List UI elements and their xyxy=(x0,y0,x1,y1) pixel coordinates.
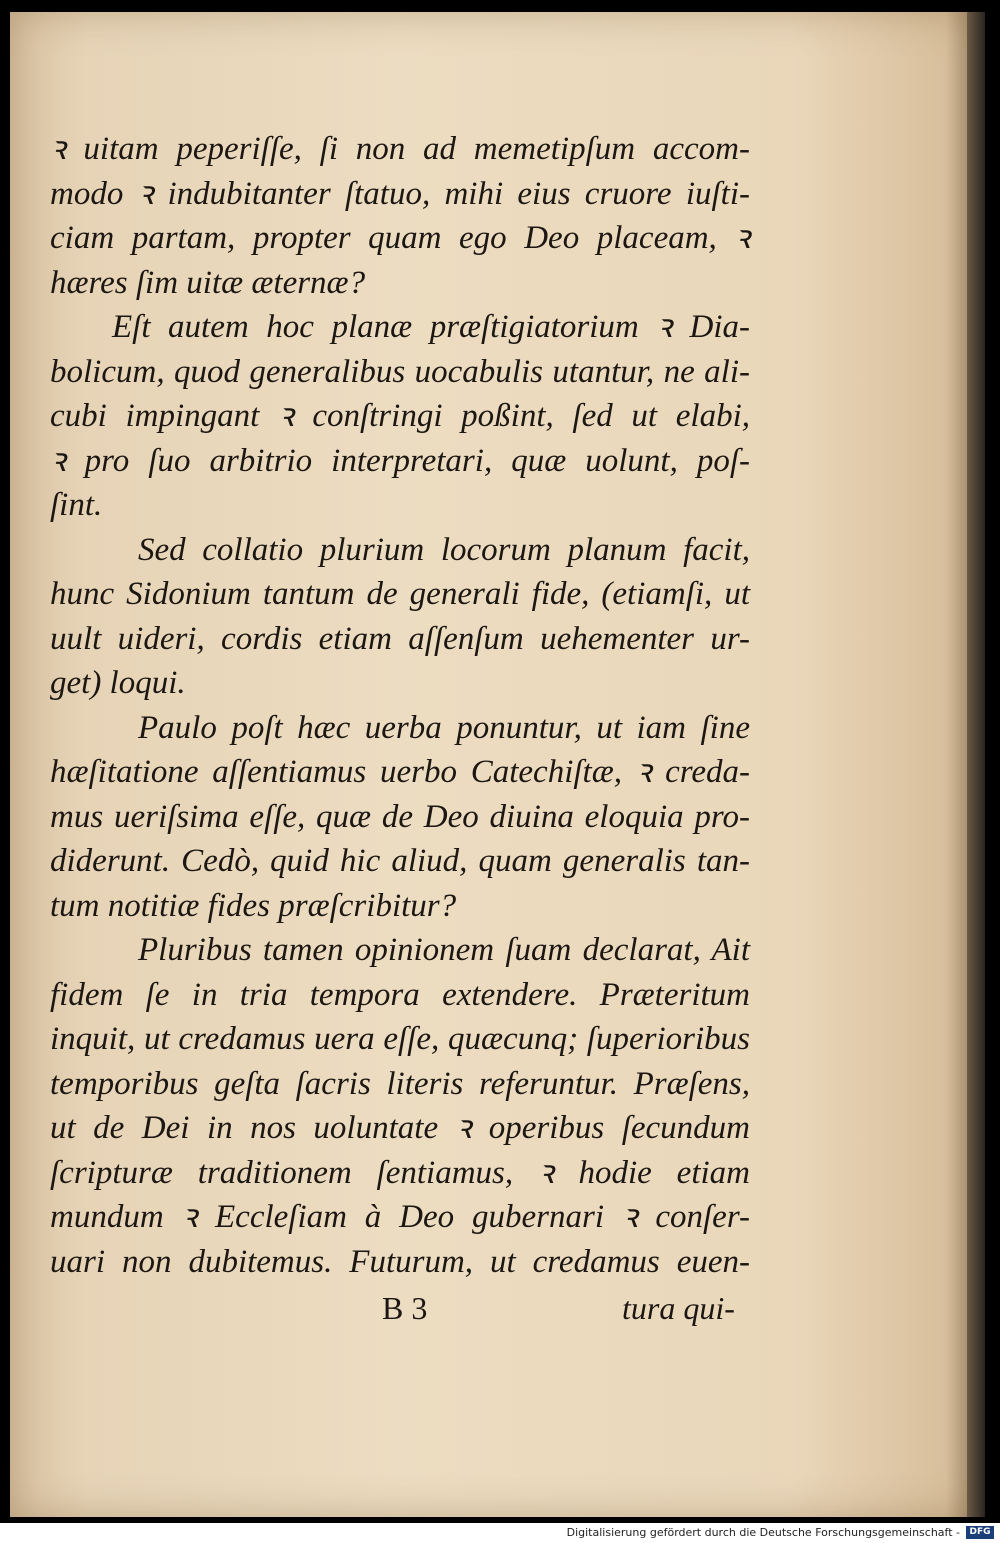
text-line: mundum ꝛ Eccleſiam à Deo gubernari ꝛ conſer- xyxy=(50,1199,750,1235)
text-line: diderunt. Cedò, quid hic aliud, quam generalis tan- xyxy=(50,843,750,879)
text-line: get) loqui. xyxy=(50,665,186,701)
text-line: ꝛ pro ſuo arbitrio interpretari, quæ uolunt, poſ- xyxy=(50,442,750,479)
page-binding-edge xyxy=(967,12,985,1517)
catchword: tura qui- xyxy=(622,1290,735,1326)
text-line: bolicum, quod generalibus uocabulis utantur, ne ali- xyxy=(50,353,750,390)
text-line: temporibus geſta ſacris literis referuntur. Præſens, xyxy=(50,1065,750,1102)
text-line: tum notitiæ fides præſcribitur? xyxy=(50,887,457,924)
text-line: modo ꝛ indubitanter ſtatuo, mihi eius cruore iuſti- xyxy=(50,175,750,212)
text-line: hunc Sidonium tantum de generali fide, (etiamſi, ut xyxy=(50,576,750,612)
text-line: ꝛ uitam peperiſſe, ſi non ad memetipſum accom- xyxy=(50,131,750,167)
footer-bar xyxy=(0,1523,1000,1543)
text-line: mus ueriſsima eſſe, quæ de Deo diuina eloquia pro- xyxy=(50,798,750,835)
text-line: ut de Dei in nos uoluntate ꝛ operibus ſecundum xyxy=(50,1110,750,1146)
text-line: Paulo poſt hæc uerba ponuntur, ut iam ſine xyxy=(138,709,750,746)
text-line: Pluribus tamen opinionem ſuam declarat, Ait xyxy=(138,932,750,968)
text-line: uult uideri, cordis etiam aſſenſum uehementer ur- xyxy=(50,620,750,657)
signature-mark: B 3 xyxy=(382,1290,428,1326)
body-text xyxy=(50,127,750,1284)
text-line: Eſt autem hoc planæ præſtigiatorium ꝛ Dia- xyxy=(112,309,750,345)
text-line: hæres ſim uitæ æternæ? xyxy=(50,264,366,301)
text-line: ſint. xyxy=(50,487,103,523)
book-page xyxy=(10,12,985,1517)
text-line: cubi impingant ꝛ conſtringi poßint, ſed ut elabi, xyxy=(50,398,750,434)
text-line: inquit, ut credamus uera eſſe, quæcunq; ſuperioribus xyxy=(50,1021,750,1057)
text-line: hæſitatione aſſentiamus uerbo Catechiſtæ, ꝛ creda- xyxy=(50,754,750,790)
text-line: ciam partam, propter quam ego Deo placeam, ꝛ xyxy=(50,220,750,256)
text-line: fidem ſe in tria tempora extendere. Præteritum xyxy=(50,976,750,1013)
dfg-logo: DFG xyxy=(966,1526,994,1539)
text-line: Sed collatio plurium locorum planum facit, xyxy=(138,531,750,568)
footer-credit: Digitalisierung gefördert durch die Deutsche Forschungsgemeinschaft - xyxy=(566,1526,960,1539)
text-line: ſcripturæ traditionem ſentiamus, ꝛ hodie etiam xyxy=(50,1154,750,1191)
text-line: uari non dubitemus. Futurum, ut credamus euen- xyxy=(50,1243,750,1280)
